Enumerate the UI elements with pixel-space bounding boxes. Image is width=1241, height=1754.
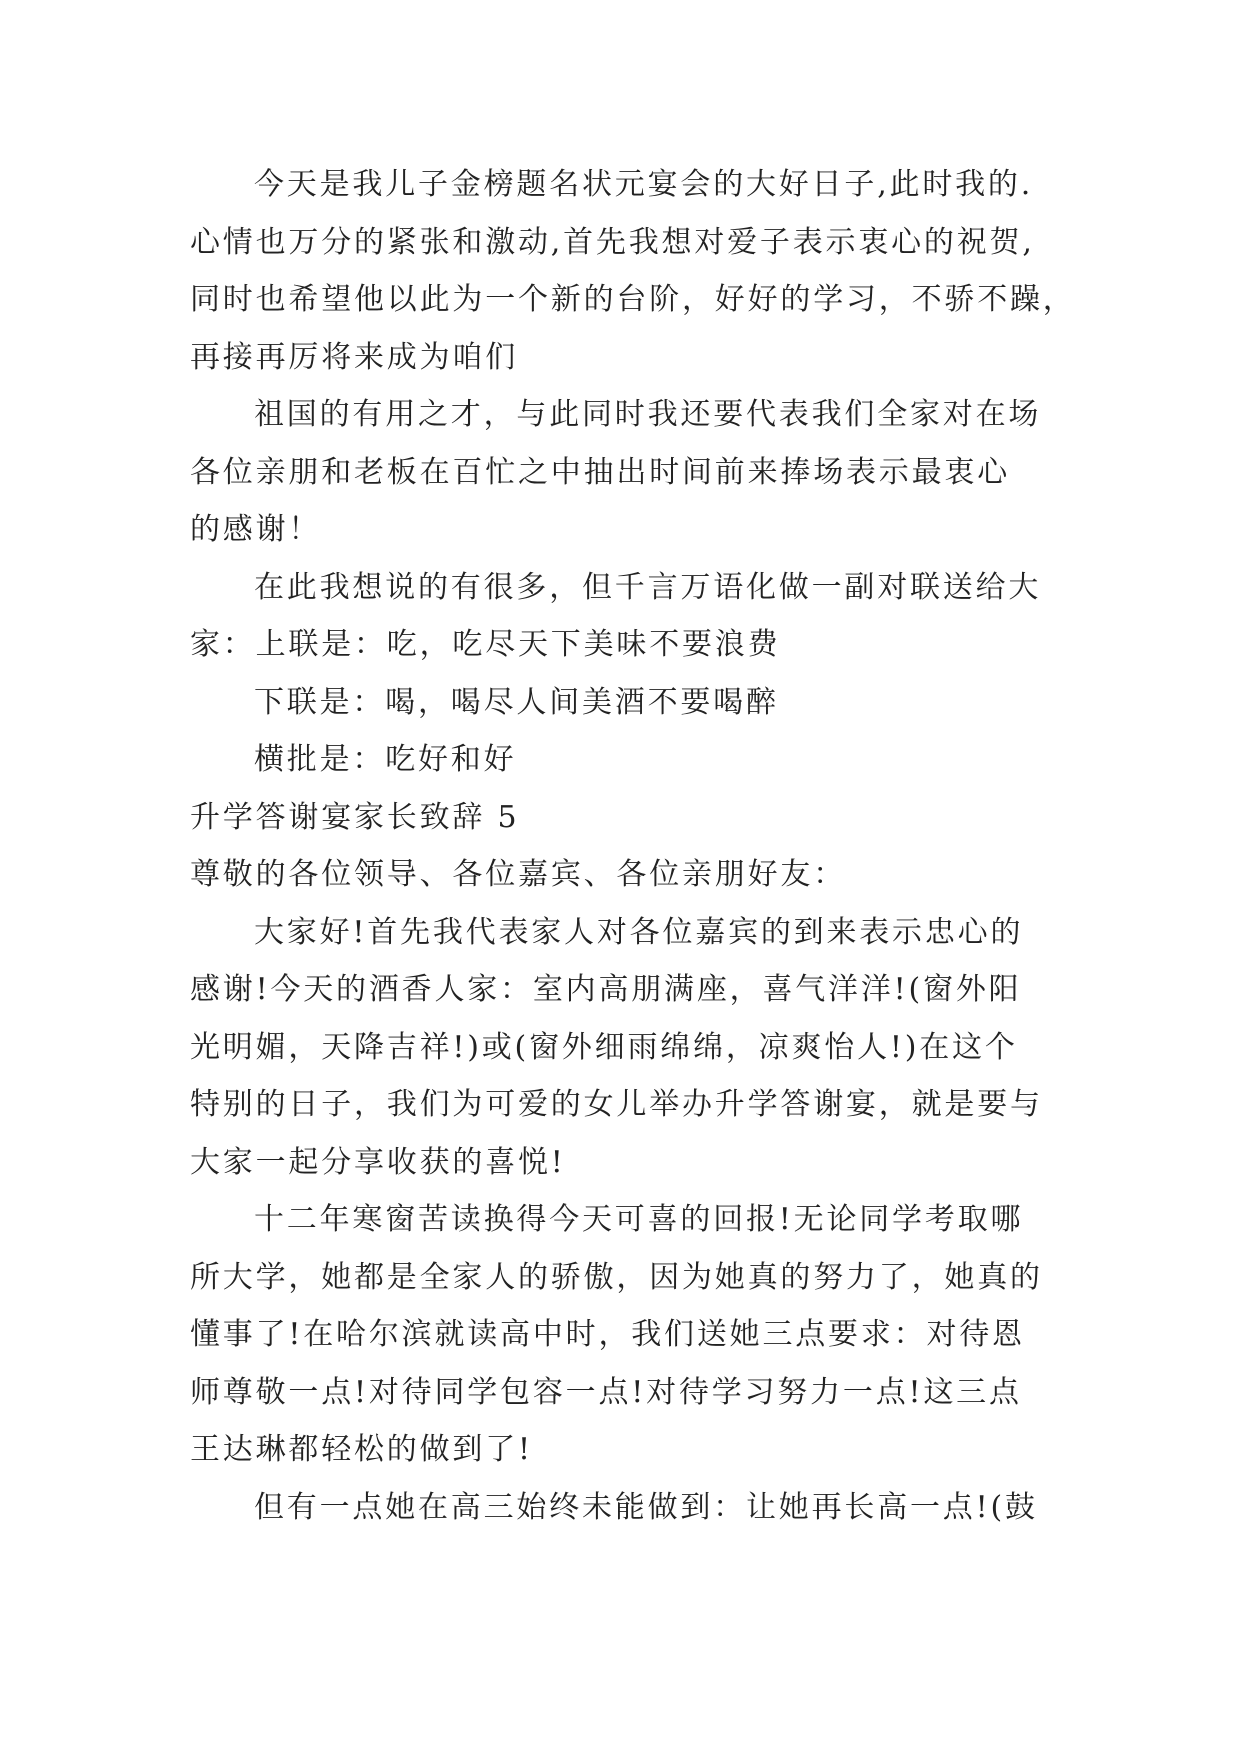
text-line: 再接再厉将来成为咱们 xyxy=(190,339,518,375)
text-line: 所大学，她都是全家人的骄傲，因为她真的努力了，她真的 xyxy=(190,1259,1043,1295)
text-line: 师尊敬一点!对待同学包容一点!对待学习努力一点!这三点 xyxy=(190,1374,1022,1410)
text-line: 懂事了!在哈尔滨就读高中时，我们送她三点要求：对待恩 xyxy=(190,1317,1025,1352)
paragraph xyxy=(190,1479,1190,1537)
text-line: 祖国的有用之才，与此同时我还要代表我们全家对在场 xyxy=(254,397,1042,432)
text-line: 光明媚，天降吉祥!)或(窗外细雨绵绵，凉爽怡人!)在这个 xyxy=(190,1029,1018,1065)
document-body xyxy=(190,156,1190,1536)
text-line: 大家一起分享收获的喜悦! xyxy=(190,1144,566,1180)
paragraph xyxy=(190,731,1190,789)
text-line: 十二年寒窗苦读换得今天可喜的回报!无论同学考取哪 xyxy=(254,1202,1024,1237)
text-line: 同时也希望他以此为一个新的台阶，好好的学习，不骄不躁， xyxy=(190,282,1076,317)
text-line: 但有一点她在高三始终未能做到：让她再长高一点!(鼓 xyxy=(254,1489,1038,1525)
paragraph xyxy=(190,1191,1190,1479)
text-line: 的感谢！ xyxy=(190,512,322,547)
section-heading: 升学答谢宴家长致辞 5 xyxy=(190,799,520,835)
text-line: 各位亲朋和老板在百忙之中抽出时间前来捧场表示最衷心 xyxy=(190,454,1010,490)
paragraph xyxy=(190,559,1190,674)
text-line: 感谢!今天的酒香人家：室内高朋满座，喜气洋洋!(窗外阳 xyxy=(190,972,1022,1007)
paragraph xyxy=(190,904,1190,1192)
text-line: 特别的日子，我们为可爱的女儿举办升学答谢宴，就是要与 xyxy=(190,1087,1043,1122)
text-line: 大家好!首先我代表家人对各位嘉宾的到来表示忠心的 xyxy=(254,914,1024,950)
text-line: 心情也万分的紧张和激动,首先我想对爱子表示衷心的祝贺, xyxy=(190,224,1035,260)
paragraph xyxy=(190,674,1190,732)
text-line: 下联是：喝，喝尽人间美酒不要喝醉 xyxy=(254,684,779,720)
text-line: 今天是我儿子金榜题名状元宴会的大好日子,此时我的. xyxy=(254,167,1034,202)
salutation: 尊敬的各位领导、各位嘉宾、各位亲朋好友： xyxy=(190,857,846,892)
text-line: 横批是：吃好和好 xyxy=(254,742,517,777)
paragraph xyxy=(190,386,1190,559)
text-line: 王达琳都轻松的做到了! xyxy=(190,1432,533,1467)
paragraph xyxy=(190,156,1190,386)
text-line: 在此我想说的有很多，但千言万语化做一副对联送给大 xyxy=(254,569,1042,605)
text-line: 家：上联是：吃，吃尽天下美味不要浪费 xyxy=(190,627,781,662)
